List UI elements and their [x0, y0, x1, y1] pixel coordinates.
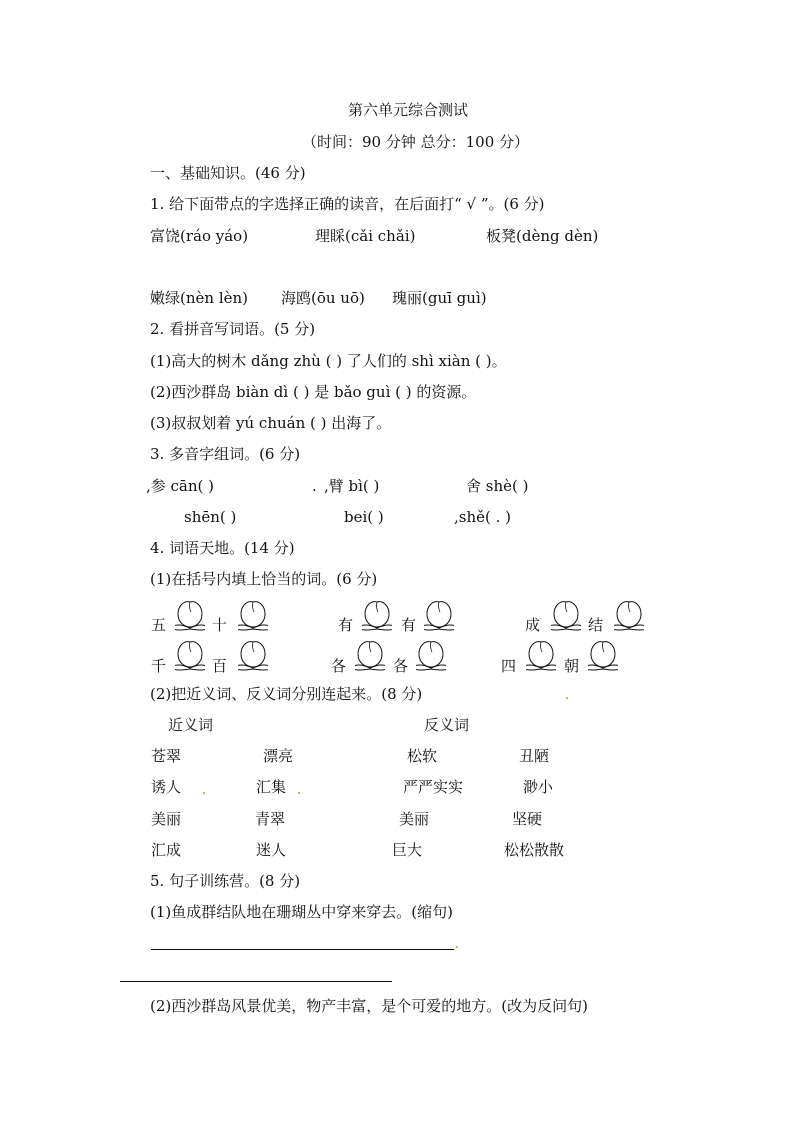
peach-blank-icon[interactable]	[416, 638, 446, 672]
peach-row-char: 百	[212, 657, 228, 675]
peach-blank-icon[interactable]	[362, 598, 392, 632]
peach-row-char: 成	[525, 616, 541, 634]
peach-row-char: 朝	[564, 657, 580, 675]
q3-item: shēn( )	[184, 508, 237, 526]
stray-dot	[203, 792, 205, 794]
peach-row-char: 千	[151, 657, 167, 675]
q4-sub2: (2)把近义词、反义词分别连起来。(8 分)	[150, 685, 423, 703]
q3-item: ,shě( . )	[454, 508, 512, 526]
antonym-label: 反义词	[424, 716, 470, 734]
synonym-word[interactable]: 迷人	[256, 841, 287, 859]
antonym-word[interactable]: 坚硬	[512, 810, 543, 828]
question-3-heading: 3. 多音字组词。(6 分)	[150, 445, 301, 463]
peach-row-char: 四	[501, 657, 517, 675]
peach-row-char: 五	[151, 616, 167, 634]
footnote-divider	[120, 981, 392, 982]
q5-sub2: (2)西沙群岛风景优美，物产丰富，是个可爱的地方。(改为反问句)	[150, 997, 588, 1015]
q2-line: (3)叔叔划着 yú chuán ( ) 出海了。	[150, 414, 392, 432]
q3-item: bei( )	[344, 508, 384, 526]
peach-blank-icon[interactable]	[175, 638, 205, 672]
synonym-word[interactable]: 汇成	[151, 841, 182, 859]
antonym-word[interactable]: 丑陋	[519, 747, 550, 765]
antonym-word[interactable]: 美丽	[399, 810, 430, 828]
page-title: 第六单元综合测试	[348, 101, 469, 119]
stray-dot	[566, 697, 568, 699]
q1-item: 海鸥(ōu uō)	[281, 289, 365, 307]
peach-row-char: 结	[588, 616, 604, 634]
synonym-word[interactable]: 诱人	[151, 778, 182, 796]
synonym-label: 近义词	[168, 716, 214, 734]
antonym-word[interactable]: 松松散散	[504, 841, 565, 859]
peach-blank-icon[interactable]	[238, 598, 268, 632]
peach-blank-icon[interactable]	[614, 598, 644, 632]
peach-row-char: 各	[393, 657, 409, 675]
q3-item: 舍 shè( )	[466, 477, 529, 495]
q3-item: ,参 cān( )	[146, 477, 215, 495]
q1-item: 理睬(cǎi chǎi)	[315, 227, 416, 245]
question-5-heading: 5. 句子训练营。(8 分)	[150, 872, 301, 890]
q4-sub1: (1)在括号内填上恰当的词。(6 分)	[150, 570, 378, 588]
section-heading: 一、基础知识。(46 分)	[150, 164, 306, 182]
synonym-word[interactable]: 汇集	[256, 778, 287, 796]
antonym-word[interactable]: 严严实实	[403, 778, 464, 796]
q5-sub1: (1)鱼成群结队地在珊瑚丛中穿来穿去。(缩句)	[150, 903, 453, 921]
q1-item: 瑰丽(guī guì)	[392, 289, 487, 307]
q3-item: .	[312, 477, 317, 495]
peach-row-char: 十	[212, 616, 228, 634]
synonym-word[interactable]: 苍翠	[151, 747, 182, 765]
page-subtitle: （时间：90 分钟 总分：100 分）	[302, 133, 530, 151]
peach-row-char: 各	[331, 657, 347, 675]
peach-blank-icon[interactable]	[588, 638, 618, 672]
peach-row-char: 有	[338, 616, 354, 634]
antonym-word[interactable]: 松软	[407, 747, 438, 765]
q1-item: 富饶(ráo yáo)	[150, 227, 249, 245]
antonym-word[interactable]: 渺小	[523, 778, 554, 796]
q1-item: 板凳(dèng dèn)	[486, 227, 599, 245]
question-1-heading: 1. 给下面带点的字选择正确的读音，在后面打“ √ ”。(6 分)	[150, 195, 545, 213]
peach-blank-icon[interactable]	[355, 638, 385, 672]
question-2-heading: 2. 看拼音写词语。(5 分)	[150, 320, 316, 338]
peach-blank-icon[interactable]	[424, 598, 454, 632]
q3-item: ,臂 bì( )	[324, 477, 380, 495]
antonym-word[interactable]: 巨大	[392, 841, 423, 859]
stray-dot	[456, 946, 458, 948]
q1-item: 嫩绿(nèn lèn)	[150, 289, 249, 307]
peach-blank-icon[interactable]	[175, 598, 205, 632]
q2-line: (2)西沙群岛 biàn dì ( ) 是 bǎo guì ( ) 的资源。	[150, 383, 477, 401]
peach-row-char: 有	[401, 616, 417, 634]
peach-blank-icon[interactable]	[551, 598, 581, 632]
peach-blank-icon[interactable]	[238, 638, 268, 672]
q2-line: (1)高大的树木 dǎng zhù ( ) 了人们的 shì xiàn ( )。	[150, 352, 507, 370]
answer-line[interactable]	[151, 949, 454, 950]
stray-dot	[298, 792, 300, 794]
peach-blank-icon[interactable]	[526, 638, 556, 672]
synonym-word[interactable]: 美丽	[151, 810, 182, 828]
question-4-heading: 4. 词语天地。(14 分)	[150, 539, 295, 557]
synonym-word[interactable]: 漂亮	[263, 747, 294, 765]
synonym-word[interactable]: 青翠	[255, 810, 286, 828]
